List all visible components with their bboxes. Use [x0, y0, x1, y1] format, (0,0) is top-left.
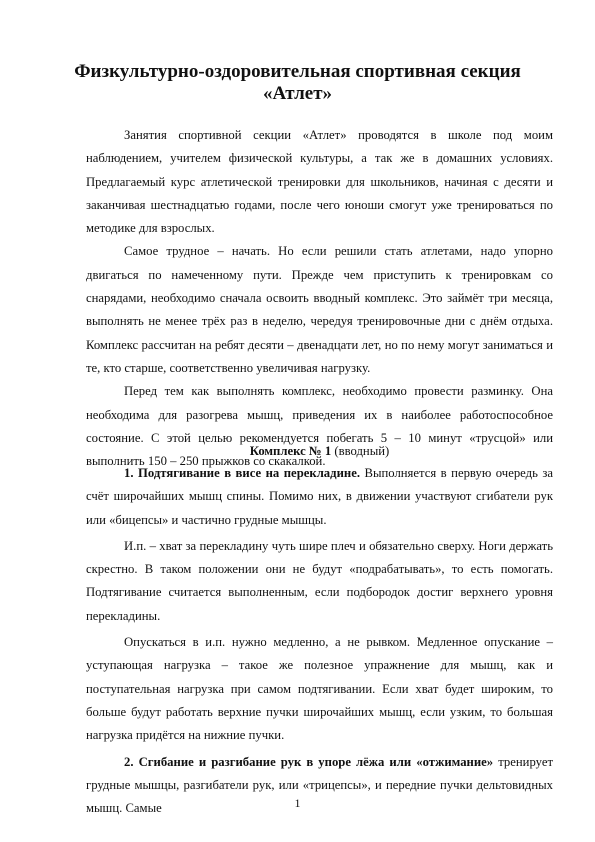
intro-paragraph-1: Занятия спортивной секции «Атлет» проводятся в школе под моим наблюдением, учителем физической культуры, а так же в домашних условиях. Предлагаемый курс атлетической тренировки для школьников, начиная с десяти и заканчивая шестнадцатью годами, после чего юноши смогут уже тренироваться по методике для взрослых. [86, 128, 553, 236]
exercise-1-paragraph [86, 462, 553, 532]
intro-paragraph-2: Самое трудное – начать. Но если решили стать атлетами, надо упорно двигаться по намеченному пути. Прежде чем приступить к тренировкам со снарядами, необходимо сначала освоить вводный комплекс. Это займёт три месяца, выполнять не менее трёх раз в неделю, чередуя тренировочные дни с днём отдыха. Комплекс рассчитан на ребят десяти – двенадцати лет, но по нему могут заниматься и те, кто старше, соответственно увеличивая нагрузку. [86, 244, 553, 375]
section-heading-title: Комплекс № 1 [249, 444, 332, 458]
exercise-2-text: тренирует грудные мышцы, разгибатели рук, или «трицепсы», и передние пучки дельтовидных мышц. Самые [86, 754, 553, 816]
exercise-2-title: 2. Сгибание и разгибание рук в упоре лёжа или «отжимание» [124, 754, 494, 769]
exercise-1-title: 1. Подтягивание в висе на перекладине. [124, 466, 360, 480]
document-title-line-1: Физкультурно-оздоровительная спортивная секция [74, 61, 521, 82]
section-heading-subtitle: (вводный) [331, 444, 390, 458]
exercise-1-detail-1: И.п. – хват за перекладину чуть шире плеч и обязательно сверху. Ноги держать скрестно. В таком положении они не будут «подрабатывать», то есть помогать. Подтягивание считается выполненным, если подбородок достиг верхнего уровня перекладины. [86, 538, 553, 623]
exercise-1-detail-2: Опускаться в и.п. нужно медленно, а не рывком. Медленное опускание – уступающая нагрузка – такое же полезное упражнение для мышц, как и поступательная нагрузка при самом подтягивании. Если хват будет широким, то больше будут работать верхние пучки широчайших мышц, если узким, то большая нагрузка придётся на нижние пучки. [86, 635, 553, 743]
intro-section [86, 124, 553, 473]
page-number: 1 [294, 796, 301, 810]
exercise-section [86, 462, 553, 820]
document-title-line-2: «Атлет» [262, 83, 333, 104]
intro-paragraph-3: Перед тем как выполнять комплекс, необходимо провести разминку. Она необходима для разогрева мышц, приведения их в наиболее работоспособное состояние. С этой целью рекомендуется побегать 5 – 10 минут «трусцой» или выполнить 150 – 250 прыжков со скакалкой. [86, 384, 553, 469]
exercise-1-text: Выполняется в первую очередь за счёт широчайших мышц спины. Помимо них, в движении участвуют сгибатели рук или «бицепсы» и частично грудные мышцы. [86, 466, 553, 527]
section-heading [86, 440, 553, 463]
